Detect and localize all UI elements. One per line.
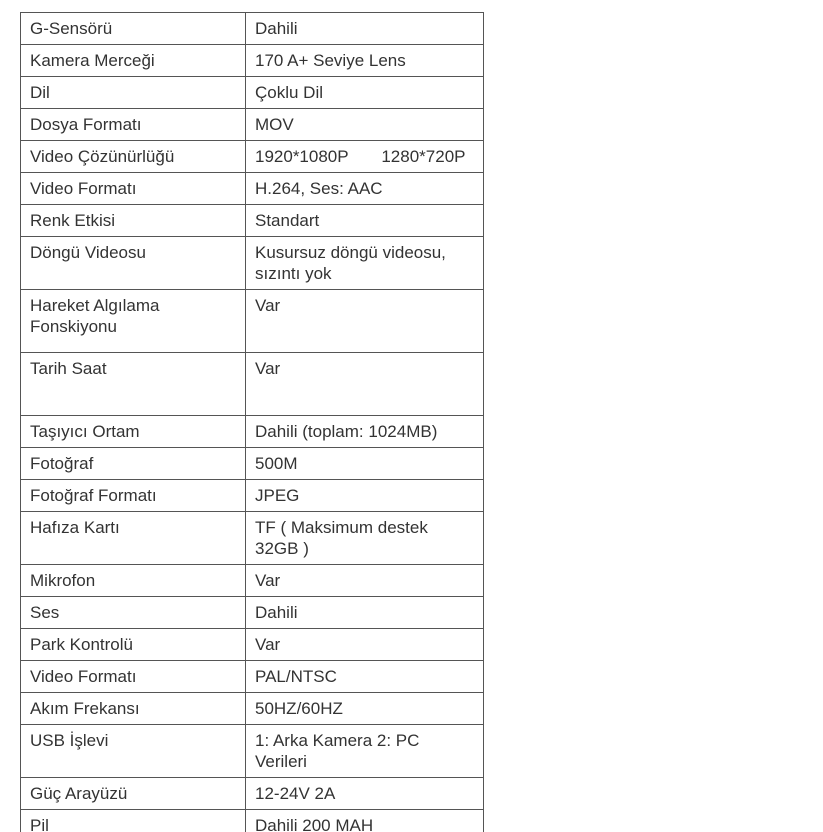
spec-label: USB İşlevi xyxy=(21,725,246,778)
table-row xyxy=(21,205,484,237)
spec-value: 50HZ/60HZ xyxy=(246,693,484,725)
spec-label: Park Kontrolü xyxy=(21,629,246,661)
table-row xyxy=(21,173,484,205)
table-row xyxy=(21,629,484,661)
spec-value: Dahili 200 MAH xyxy=(246,810,484,832)
spec-label: Fotoğraf Formatı xyxy=(21,480,246,512)
spec-value: Kusursuz döngü videosu, sızıntı yok xyxy=(246,237,484,290)
table-row xyxy=(21,13,484,45)
spec-label: Taşıyıcı Ortam xyxy=(21,416,246,448)
table-row xyxy=(21,290,484,353)
table-row xyxy=(21,480,484,512)
spec-label: Ses xyxy=(21,597,246,629)
spec-label: Akım Frekansı xyxy=(21,693,246,725)
spec-value: Var xyxy=(246,565,484,597)
spec-value: TF ( Maksimum destek 32GB ) xyxy=(246,512,484,565)
spec-value: Standart xyxy=(246,205,484,237)
table-row xyxy=(21,565,484,597)
table-row xyxy=(21,512,484,565)
spec-label: Hareket Algılama Fonskiyonu xyxy=(21,290,246,353)
spec-label: Hafıza Kartı xyxy=(21,512,246,565)
spec-label: Fotoğraf xyxy=(21,448,246,480)
spec-label: Tarih Saat xyxy=(21,353,246,416)
spec-label: Video Formatı xyxy=(21,661,246,693)
spec-table xyxy=(20,12,484,832)
table-row xyxy=(21,141,484,173)
spec-label: Video Formatı xyxy=(21,173,246,205)
table-row xyxy=(21,237,484,290)
table-row xyxy=(21,448,484,480)
spec-value: PAL/NTSC xyxy=(246,661,484,693)
spec-value: 170 A+ Seviye Lens xyxy=(246,45,484,77)
spec-label: Kamera Merceği xyxy=(21,45,246,77)
spec-label: Video Çözünürlüğü xyxy=(21,141,246,173)
table-row xyxy=(21,693,484,725)
spec-label: Pil xyxy=(21,810,246,832)
spec-value: 1: Arka Kamera 2: PC Verileri xyxy=(246,725,484,778)
spec-value: Var xyxy=(246,629,484,661)
table-row xyxy=(21,597,484,629)
table-row xyxy=(21,725,484,778)
spec-value: Dahili xyxy=(246,597,484,629)
spec-value: Dahili xyxy=(246,13,484,45)
spec-value: JPEG xyxy=(246,480,484,512)
table-row xyxy=(21,810,484,832)
spec-value: 12-24V 2A xyxy=(246,778,484,810)
spec-value: MOV xyxy=(246,109,484,141)
table-row xyxy=(21,77,484,109)
spec-label: Mikrofon xyxy=(21,565,246,597)
spec-label: Döngü Videosu xyxy=(21,237,246,290)
spec-label: Dosya Formatı xyxy=(21,109,246,141)
spec-value: H.264, Ses: AAC xyxy=(246,173,484,205)
table-row xyxy=(21,416,484,448)
spec-value: 500M xyxy=(246,448,484,480)
table-row xyxy=(21,778,484,810)
spec-label: Dil xyxy=(21,77,246,109)
spec-value: Var xyxy=(246,353,484,416)
spec-label: Renk Etkisi xyxy=(21,205,246,237)
spec-label: Güç Arayüzü xyxy=(21,778,246,810)
spec-value: Dahili (toplam: 1024MB) xyxy=(246,416,484,448)
spec-value: Var xyxy=(246,290,484,353)
spec-label: G-Sensörü xyxy=(21,13,246,45)
table-row xyxy=(21,45,484,77)
table-row xyxy=(21,109,484,141)
spec-value: 1920*1080P 1280*720P xyxy=(246,141,484,173)
spec-value: Çoklu Dil xyxy=(246,77,484,109)
table-row xyxy=(21,353,484,416)
table-row xyxy=(21,661,484,693)
